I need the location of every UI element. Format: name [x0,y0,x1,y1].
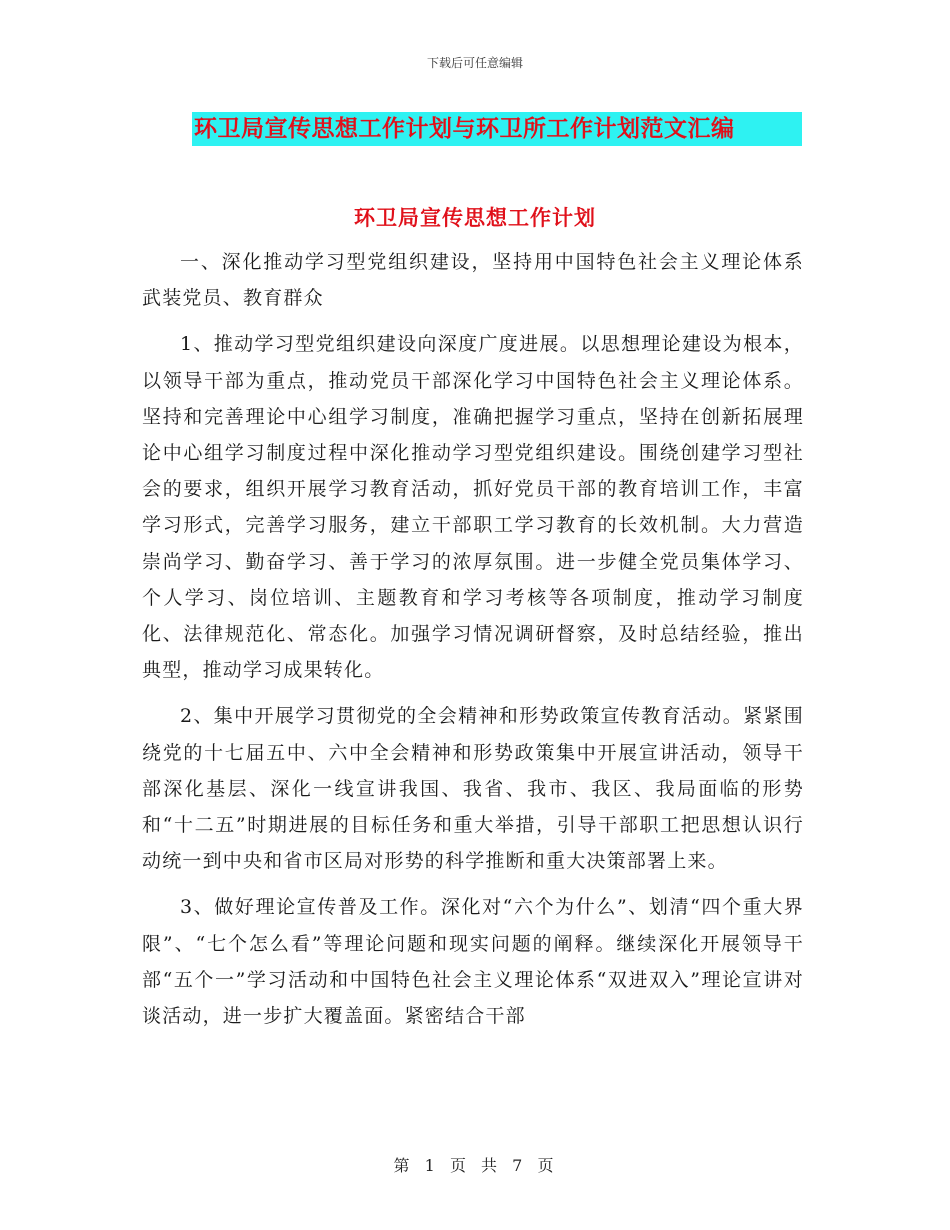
page-footer [0,1153,950,1176]
footer-label-page: 第 [393,1156,413,1175]
footer-label-total: 共 [481,1156,501,1175]
footer-total-pages: 7 [512,1156,526,1175]
main-title-highlight [192,112,802,146]
main-title: 环卫局宣传思想工作计划与环卫所工作计划范文汇编 [194,116,735,142]
document-body [142,244,804,1044]
footer-label-unit: 页 [449,1156,469,1175]
paragraph-item-2: 2、集中开展学习贯彻党的全会精神和形势政策宣传教育活动。紧紧围绕党的十七届五中、六中全会精神和形势政策集中开展宣讲活动，领导干部深化基层、深化一线宣讲我国、我省、我市、我区、我局面临的形势和“十二五”时期进展的目标任务和重大举措，引导干部职工把思想认识行动统一到中央和省市区局对形势的科学推断和重大决策部署上来。 [142,705,804,873]
paragraph-item-1: 1、推动学习型党组织建设向深度广度进展。以思想理论建设为根本，以领导干部为重点，推动党员干部深化学习中国特色社会主义理论体系。坚持和完善理论中心组学习制度，准确把握学习重点，坚持在创新拓展理论中心组学习制度过程中深化推动学习型党组织建设。围绕创建学习型社会的要求，组织开展学习教育活动，抓好党员干部的教育培训工作，丰富学习形式，完善学习服务，建立干部职工学习教育的长效机制。大力营造崇尚学习、勤奋学习、善于学习的浓厚氛围。进一步健全党员集体学习、个人学习、岗位培训、主题教育和学习考核等各项制度，推动学习制度化、法律规范化、常态化。加强学习情况调研督察，及时总结经验，推出典型，推动学习成果转化。 [142,333,804,682]
sub-title: 环卫局宣传思想工作计划 [354,206,596,230]
paragraph-section-1: 一、深化推动学习型党组织建设，坚持用中国特色社会主义理论体系武装党员、教育群众 [142,251,804,310]
footer-label-unit-2: 页 [537,1156,557,1175]
paragraph-item-3: 3、做好理论宣传普及工作。深化对“六个为什么”、划清“四个重大界限”、“七个怎么看”等理论问题和现实问题的阐释。继续深化开展领导干部“五个一”学习活动和中国特色社会主义理论体系“双进双入”理论宣讲对谈活动，进一步扩大覆盖面。紧密结合干部 [142,896,804,1028]
header-note: 下载后可任意编辑 [426,56,523,70]
footer-current-page: 1 [424,1156,438,1175]
